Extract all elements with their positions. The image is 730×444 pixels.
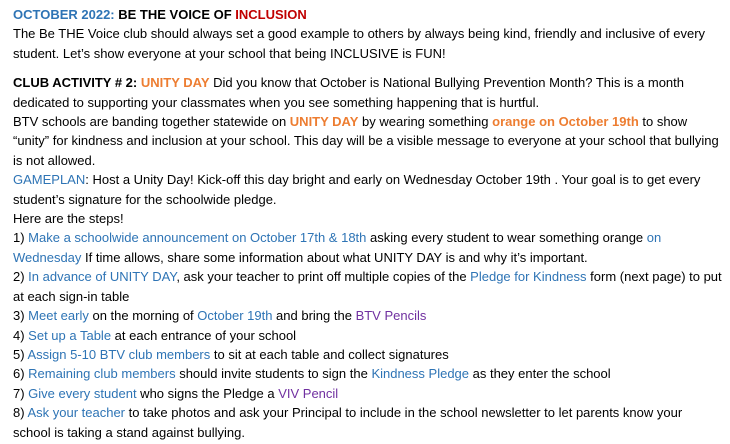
step-highlight: Pledge for Kindness [470,269,587,285]
step-number: 3) [13,308,29,324]
step-number: 8) [13,405,28,421]
activity-name: UNITY DAY [140,75,210,91]
step-6 [13,364,722,383]
heading-date: OCTOBER 2022: [13,7,115,22]
step-number: 1) [13,230,29,246]
step-text: If time allows, share some information about what UNITY DAY is and why it’s important. [81,249,588,265]
step-highlight: Meet early [28,308,89,324]
statewide-unity-day: UNITY DAY [289,114,359,130]
step-highlight: Give every student [28,385,137,401]
step-number: 5) [13,346,28,362]
step-highlight-purple: BTV Pencils [355,308,427,324]
step-text: as they enter the school [469,366,611,382]
step-text: , ask your teacher to print off multiple copies of the [176,269,471,285]
step-number: 7) [13,385,29,401]
activity-label: CLUB ACTIVITY # 2: [13,75,141,91]
step-number: 2) [13,269,29,285]
statewide-paragraph [13,112,722,170]
step-highlight: on Wednesday [13,230,662,265]
step-highlight: Make a schoolwide announcement on October 17th & 18th [28,230,367,246]
step-text: who signs the Pledge a [136,385,279,401]
step-highlight: In advance of UNITY DAY [28,269,177,285]
gameplan-text: : Host a Unity Day! Kick-off this day bright and early on Wednesday October 19th . Your goal is to get every student’s signature for the schoolwide pledge. [13,172,701,207]
heading-title: BE THE VOICE OF [114,7,236,22]
step-text: and bring the [272,308,356,324]
statewide-text-2: by wearing something [358,114,493,130]
step-1 [13,228,722,267]
step-highlight: Set up a Table [28,327,112,343]
step-2 [13,267,722,306]
step-text: on the morning of [88,308,198,324]
statewide-text-3: to show “unity” for kindness and inclusion at your school. This day will be a visible message to everyone at your school that bullying is not allowed. [13,114,719,168]
statewide-text-1: BTV schools are banding together statewide on [13,114,290,130]
step-number: 4) [13,327,29,343]
step-text: form (next page) to put at each sign-in table [13,269,722,304]
step-text: to take photos and ask your Principal to include in the school newsletter to let parents know your school is taking a stand against bullying. [13,405,683,440]
gameplan-label: GAMEPLAN [13,172,86,188]
activity-paragraph [13,73,722,112]
step-highlight: Remaining club members [28,366,176,382]
intro-paragraph: The Be THE Voice club should always set a good example to others by always being kind, friendly and inclusive of every student. Let’s show everyone at your school that being INCLUSIVE is FUN! [13,26,706,61]
step-5 [13,345,722,364]
step-text: asking every student to wear something orange [366,230,647,246]
step-highlight: Assign 5-10 BTV club members [27,346,211,362]
step-7 [13,384,722,403]
statewide-orange-date: orange on October 19th [492,114,639,130]
step-highlight: October 19th [197,308,273,324]
step-3 [13,306,722,325]
step-highlight: Ask your teacher [27,405,126,421]
step-text: should invite students to sign the [175,366,372,382]
gameplan-paragraph [13,170,722,209]
step-text: at each entrance of your school [111,327,297,343]
steps-intro: Here are the steps! [13,211,124,227]
step-highlight: Kindness Pledge [371,366,470,382]
document-heading [13,5,722,24]
step-4 [13,326,722,345]
step-highlight-purple: VIV Pencil [278,385,339,401]
heading-inclusion: INCLUSION [235,7,307,22]
activity-text: Did you know that October is National Bullying Prevention Month? This is a month dedicated to supporting your classmates when you see something happening that is hurtful. [13,75,684,110]
step-8 [13,403,722,442]
step-number: 6) [13,366,29,382]
step-text: to sit at each table and collect signatures [210,346,449,362]
